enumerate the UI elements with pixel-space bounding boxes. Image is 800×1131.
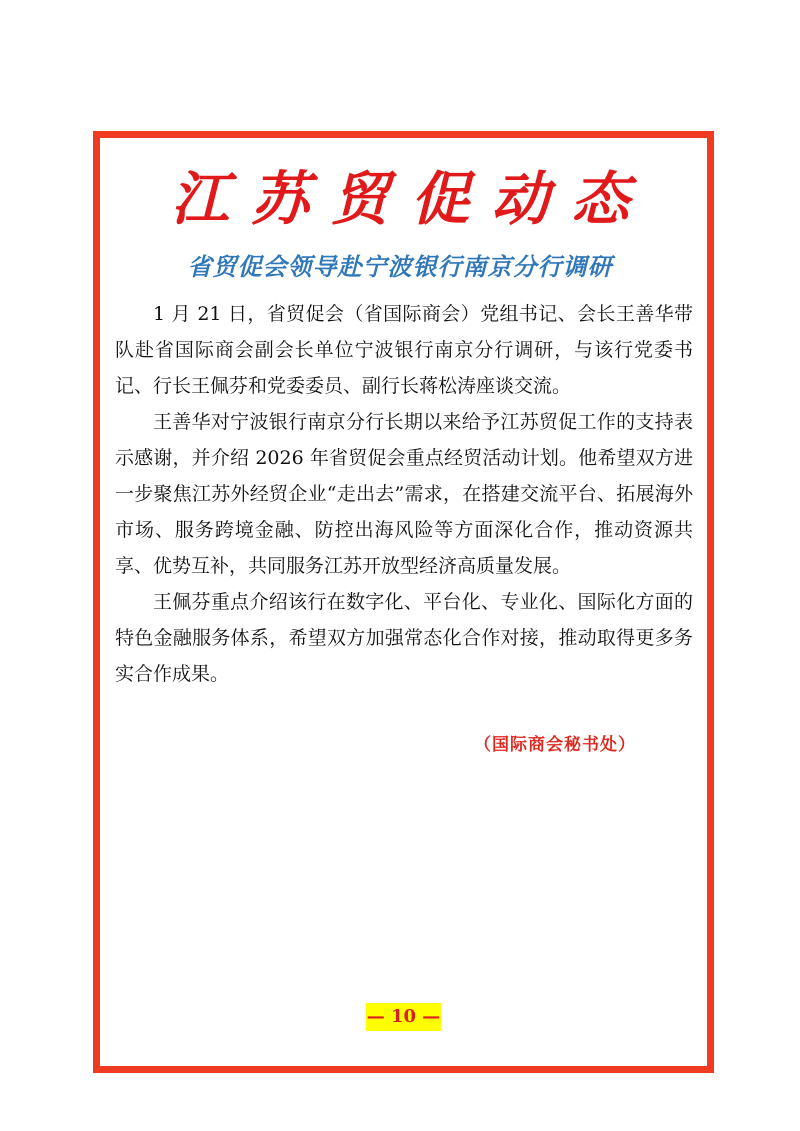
- paragraph-3: 王佩芬重点介绍该行在数字化、平台化、专业化、国际化方面的特色金融服务体系，希望双方加强常态化合作对接，推动取得更多务实合作成果。: [115, 591, 693, 685]
- article-body: [115, 296, 693, 692]
- masthead-title: 江苏贸促动态: [170, 165, 651, 233]
- article-source: （国际商会秘书处）: [474, 735, 636, 755]
- paragraph-2: 王善华对宁波银行南京分行长期以来给予江苏贸促工作的支持表示感谢，并介绍 2026 年省贸促会重点经贸活动计划。他希望双方进一步聚焦江苏外经贸企业“走出去”需求，在搭建交流平台、拓展海外市场、服务跨境金融、防控出海风险等方面深化合作，推动资源共享、优势互补，共同服务江苏开放型经济高质量发展。: [115, 411, 693, 577]
- page-number: — 10 —: [366, 1003, 441, 1031]
- paragraph-1: 1 月 21 日，省贸促会（省国际商会）党组书记、会长王善华带队赴省国际商会副会长单位宁波银行南京分行调研，与该行党委书记、行长王佩芬和党委委员、副行长蒋松涛座谈交流。: [115, 303, 693, 397]
- article-headline: 省贸促会领导赴宁波银行南京分行调研: [187, 252, 613, 281]
